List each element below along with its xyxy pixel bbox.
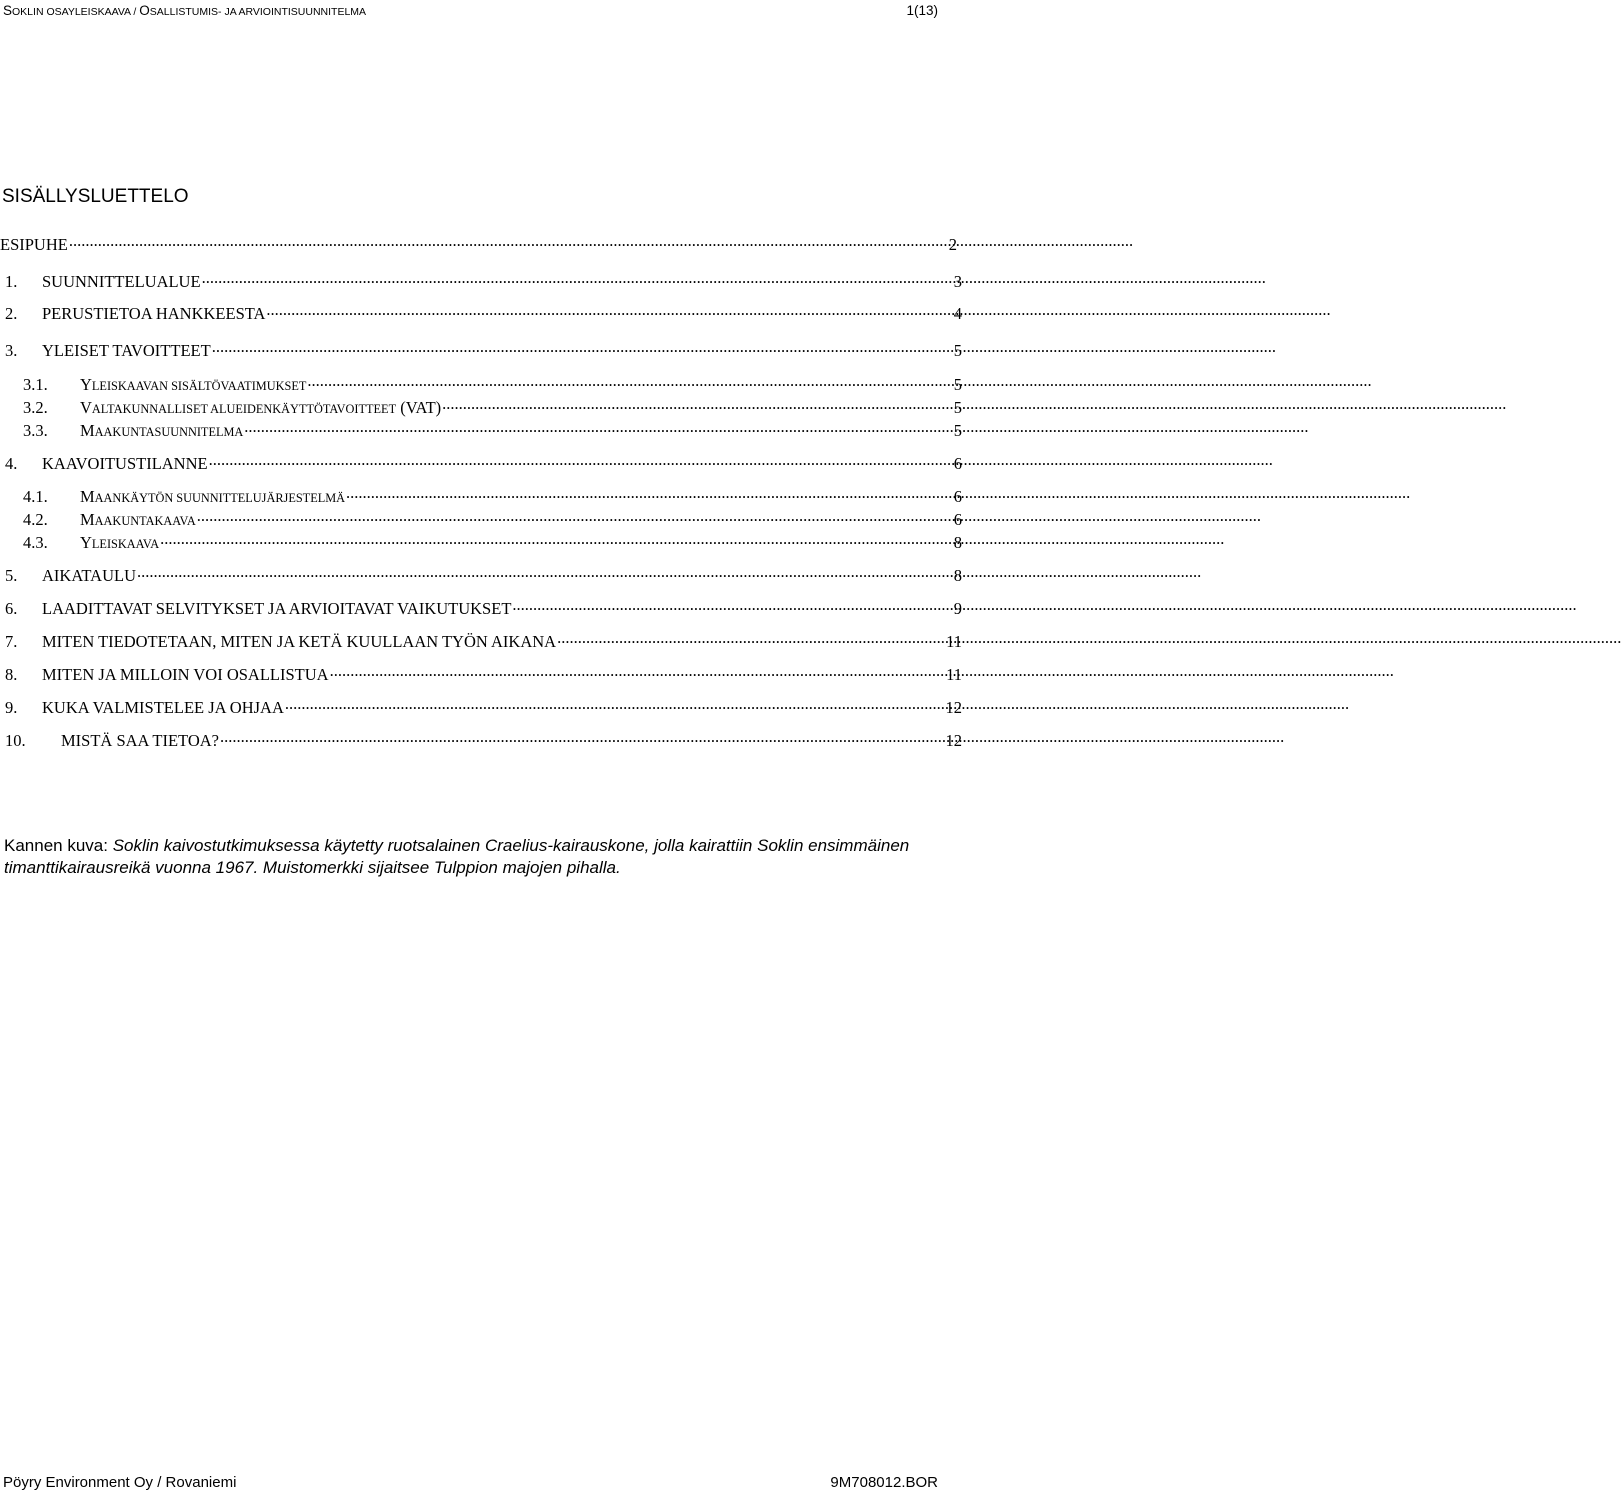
toc-entry-label: MAANKÄYTÖN SUUNNITTELUJÄRJESTELMÄ <box>80 486 346 506</box>
toc-dot-leader <box>197 508 953 525</box>
toc-entry-label: KAAVOITUSTILANNE <box>42 453 208 473</box>
toc-entry-label: MAAKUNTAKAAVA <box>80 509 196 529</box>
toc-entry-page: 11 <box>946 664 962 684</box>
toc-dot-leader <box>442 396 953 413</box>
toc-entry-number: 5. <box>5 565 18 585</box>
toc-entry-number: 10. <box>5 730 26 750</box>
toc-entry-label: MISTÄ SAA TIETOA? <box>61 730 219 750</box>
toc-entry-page: 6 <box>953 509 962 529</box>
toc-entry[interactable] <box>5 729 962 751</box>
toc-dot-leader <box>220 729 945 746</box>
toc-entry-number: 9. <box>5 697 18 717</box>
toc-entry-page: 9 <box>953 598 962 618</box>
toc-entry[interactable] <box>23 531 962 553</box>
caption-text: Soklin kaivostutkimuksessa käytetty ruotsalainen Craelius-kairauskone, jolla kairattiin Soklin ensimmäinen timanttikairausreikä vuonna 1967. Muistomerkki sijaitsee Tulppion majojen pihalla. <box>4 836 910 877</box>
toc-entry-number: 4.3. <box>23 532 48 552</box>
toc-entry[interactable] <box>5 339 962 361</box>
toc-entry-label: LAADITTAVAT SELVITYKSET JA ARVIOITAVAT VAIKUTUKSET <box>42 598 512 618</box>
caption-lead: Kannen kuva: <box>4 836 113 855</box>
toc-entry-number: 2. <box>5 303 18 323</box>
toc-entry-number: 4. <box>5 453 18 473</box>
toc-dot-leader <box>346 485 953 502</box>
toc-entry-page: 8 <box>953 532 962 552</box>
toc-dot-leader <box>266 302 952 319</box>
toc-entry-label: KUKA VALMISTELEE JA OHJAA <box>42 697 284 717</box>
toc-entry[interactable] <box>5 270 962 292</box>
toc-entry-page: 5 <box>953 397 962 417</box>
toc-entry-number: 6. <box>5 598 18 618</box>
toc-dot-leader <box>137 564 953 581</box>
page-number: 1(13) <box>906 3 938 18</box>
toc-entry[interactable] <box>5 597 962 619</box>
toc-entry-page: 11 <box>946 631 962 651</box>
toc-dot-leader <box>202 270 953 287</box>
toc-dot-leader <box>285 696 945 713</box>
toc-entry-page: 6 <box>953 453 962 473</box>
toc-dot-leader <box>212 339 953 356</box>
toc-entry-number: 3.3. <box>23 420 48 440</box>
toc-entry-page: 8 <box>953 565 962 585</box>
cover-image-caption <box>4 835 939 879</box>
toc-entry-number: 3.2. <box>23 397 48 417</box>
toc-entry[interactable] <box>5 452 962 474</box>
footer-doc-code: 9M708012.BOR <box>830 1474 938 1491</box>
toc-entry-label: MITEN TIEDOTETAAN, MITEN JA KETÄ KUULLAAN TYÖN AIKANA <box>42 631 557 651</box>
toc-entry[interactable] <box>5 696 962 718</box>
toc-entry-number: 4.2. <box>23 509 48 529</box>
toc-dot-leader <box>244 419 952 436</box>
toc-entry-label: AIKATAULU <box>42 565 136 585</box>
toc-entry[interactable] <box>5 630 962 652</box>
toc-dot-leader <box>160 531 953 548</box>
toc-entry[interactable] <box>0 233 957 255</box>
toc-dot-leader <box>557 630 945 647</box>
toc-title: SISÄLLYSLUETTELO <box>2 186 189 207</box>
toc-entry-page: 2 <box>948 234 957 254</box>
toc-entry-page: 12 <box>945 697 962 717</box>
toc-entry-label: MAAKUNTASUUNNITELMA <box>80 420 244 440</box>
toc-entry-page: 12 <box>945 730 962 750</box>
toc-entry-label: MITEN JA MILLOIN VOI OSALLISTUA <box>42 664 329 684</box>
toc-entry-number: 4.1. <box>23 486 48 506</box>
toc-entry-number: 3.1. <box>23 374 48 394</box>
page-footer <box>3 1474 938 1494</box>
toc-entry[interactable] <box>5 302 962 324</box>
toc-entry-page: 5 <box>953 374 962 394</box>
toc-entry-label: VALTAKUNNALLISET ALUEIDENKÄYTTÖTAVOITTEET (VAT) <box>80 397 442 417</box>
toc-dot-leader <box>307 373 952 390</box>
toc-entry-label: YLEISET TAVOITTEET <box>42 340 211 360</box>
toc-entry-page: 4 <box>953 303 962 323</box>
toc-entry-page: 5 <box>953 420 962 440</box>
toc-entry[interactable] <box>5 564 962 586</box>
toc-entry-label: PERUSTIETOA HANKKEESTA <box>42 303 266 323</box>
toc-entry-label: YLEISKAAVAN SISÄLTÖVAATIMUKSET <box>80 374 307 394</box>
toc-dot-leader <box>512 597 952 614</box>
toc-entry-label: ESIPUHE <box>0 234 68 254</box>
toc-entry-number: 1. <box>5 271 18 291</box>
toc-entry-page: 5 <box>953 340 962 360</box>
document-title: SOKLIN OSAYLEISKAAVA / OSALLISTUMIS- JA ARVIOINTISUUNNITELMA <box>3 3 367 18</box>
toc-entry-label: SUUNNITTELUALUE <box>42 271 201 291</box>
toc-dot-leader <box>330 663 946 680</box>
toc-entry-number: 7. <box>5 631 18 651</box>
toc-entry-label: YLEISKAAVA <box>80 532 160 552</box>
toc-entry[interactable] <box>5 663 962 685</box>
toc-entry-number: 3. <box>5 340 18 360</box>
footer-company: Pöyry Environment Oy / Rovaniemi <box>3 1474 237 1491</box>
toc-dot-leader <box>209 452 953 469</box>
toc-entry-page: 6 <box>953 486 962 506</box>
toc-entry[interactable] <box>23 419 962 441</box>
toc-entry-number: 8. <box>5 664 18 684</box>
toc-dot-leader <box>69 233 948 250</box>
page-header <box>3 3 938 23</box>
toc-entry-page: 3 <box>953 271 962 291</box>
